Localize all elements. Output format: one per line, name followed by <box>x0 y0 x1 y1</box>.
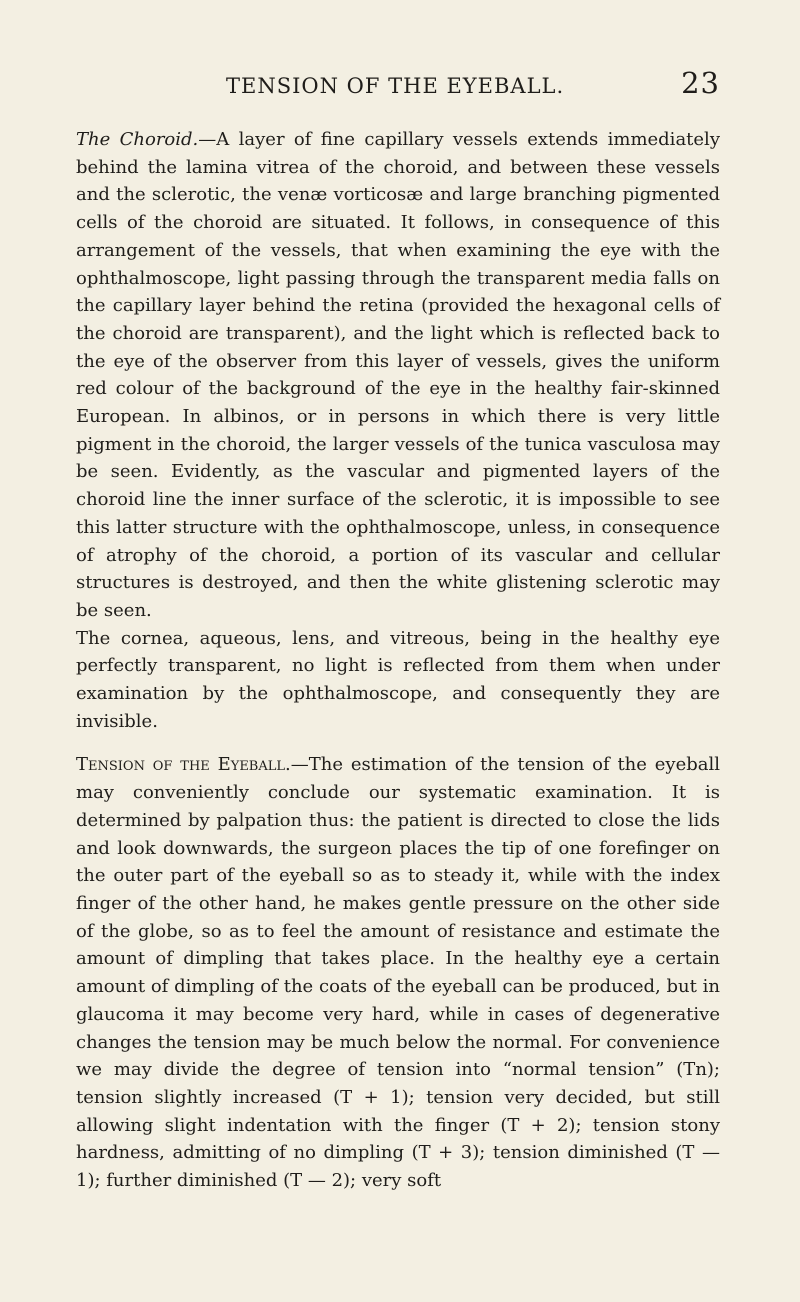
cornea-body: The cornea, aqueous, lens, and vitreous, being in the healthy eye perfectly transparent, no light is reflected from them when under examination by the ophthalmoscope, and consequently they are invisible. <box>76 627 720 732</box>
paragraph-cornea <box>76 625 720 736</box>
paragraph-tension <box>76 751 720 1194</box>
tension-heading: Tension of the Eyeball. <box>76 754 291 776</box>
page-number: 23 <box>681 66 720 100</box>
choroid-heading: The Choroid. <box>76 129 199 150</box>
paragraph-choroid <box>76 126 720 625</box>
running-head <box>76 64 720 104</box>
choroid-body: —A layer of fine capillary vessels extends immediately behind the lamina vitrea of the choroid, and between these vessels and the sclerotic, the venæ vorticosæ and large branching pigmented cells of the choroid are situated. It follows, in consequence of this arrangement of the vessels, that when examining the eye with the ophthalmoscope, light passing through the transparent media falls on the capillary layer behind the retina (provided the hexagonal cells of the choroid are transparent), and the light which is reflected back to the eye of the observer from this layer of vessels, gives the uniform red colour of the background of the eye in the healthy fair-skinned European. In albinos, or in persons in which there is very little pigment in the choroid, the larger vessels of the tunica vasculosa may be seen. Evidently, as the vascular and pigmented layers of the choroid line the inner surface of the sclerotic, it is impossible to see this latter structure with the ophthalmoscope, unless, in consequence of atrophy of the choroid, a portion of its vascular and cellular structures is destroyed, and then the white glistening sclerotic may be seen. <box>76 129 720 621</box>
running-title: TENSION OF THE EYEBALL. <box>226 74 565 98</box>
tension-body: —The estimation of the tension of the eyeball may conveniently conclude our systematic examination. It is determined by palpation thus: the patient is directed to close the lids and look downwards, the surgeon places the tip of one forefinger on the outer part of the eyeball so as to steady it, while with the index finger of the other hand, he makes gentle pressure on the other side of the globe, so as to feel the amount of resistance and estimate the amount of dimpling that takes place. In the healthy eye a certain amount of dimpling of the coats of the eyeball can be produced, but in glaucoma it may become very hard, while in cases of degenerative changes the tension may be much below the normal. For convenience we may divide the degree of tension into “normal tension” (Tn); tension slightly increased (T + 1); tension very decided, but still allowing slight indentation with the finger (T + 2); tension stony hardness, admitting of no dimpling (T + 3); tension diminished (T — 1); further diminished (T — 2); very soft <box>76 754 720 1192</box>
